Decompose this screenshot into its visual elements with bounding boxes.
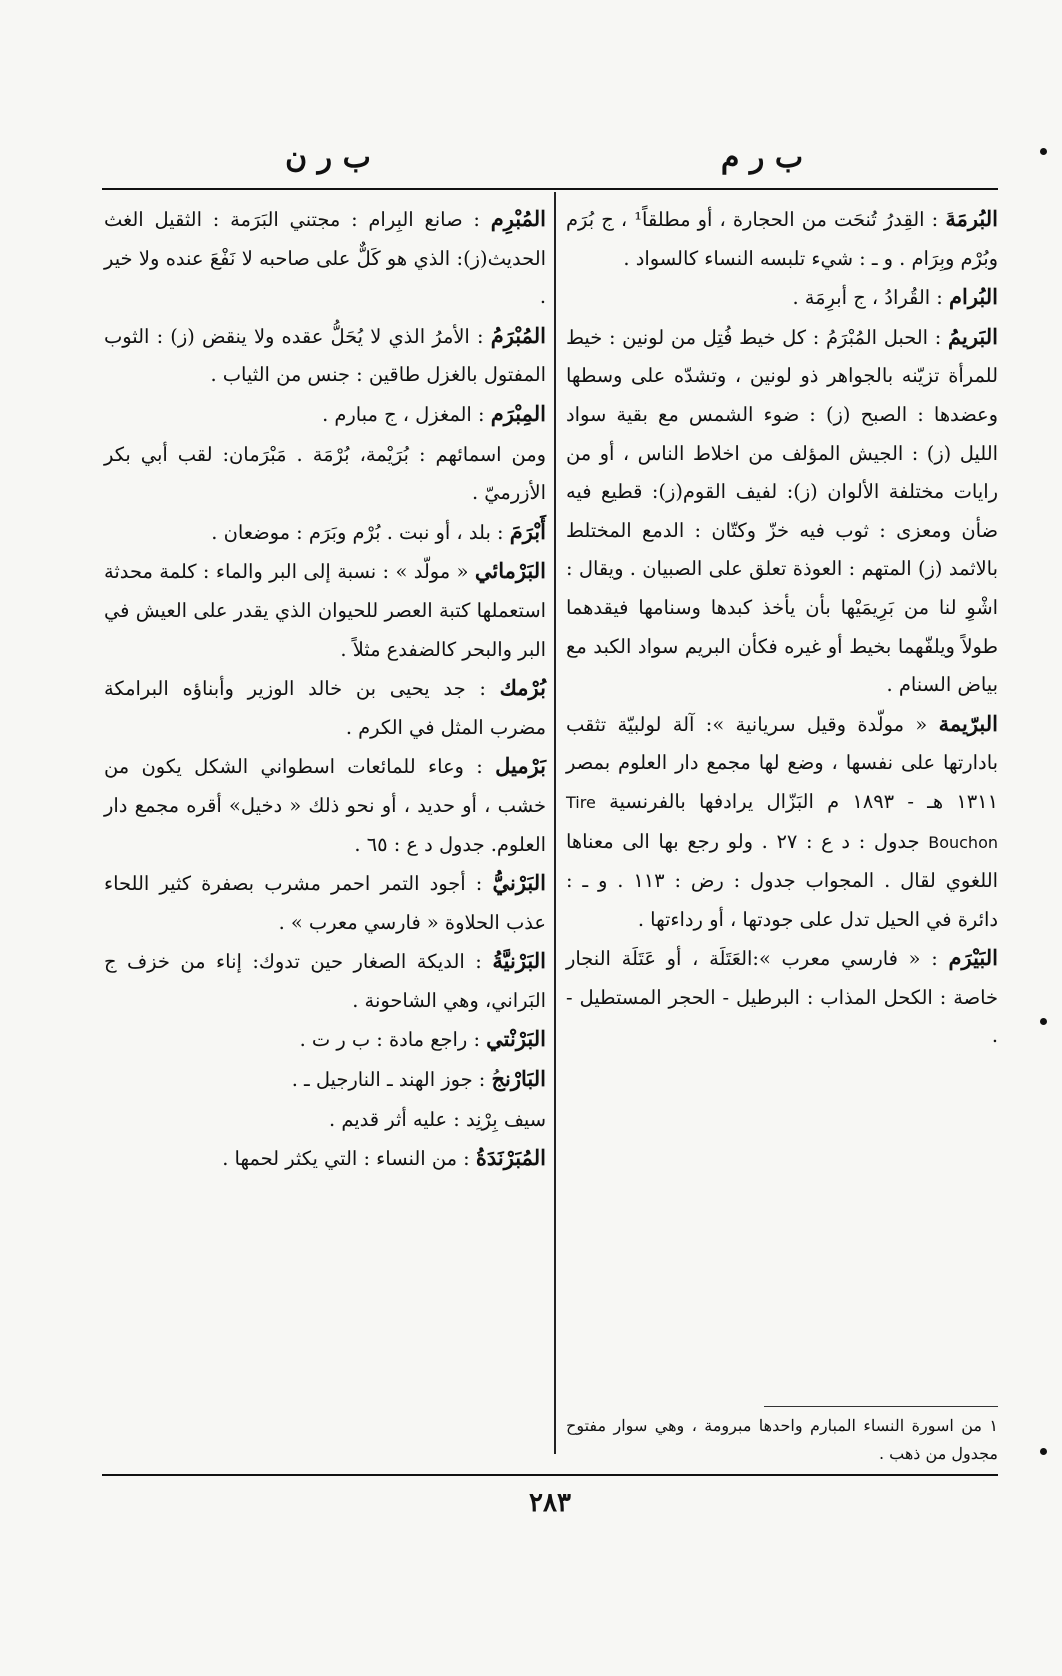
headword: البُرمَة xyxy=(945,206,998,231)
headword: البَارْنج xyxy=(491,1066,546,1092)
definition: : جد يحيى بن خالد الوزير وأبناؤه البرامكة مضرب المثل في الكرم . xyxy=(104,677,546,739)
headword: البَيْرَم xyxy=(948,945,998,971)
headword: البرّيمة xyxy=(938,710,998,736)
headword: البَرْنيَّةُ xyxy=(492,948,546,974)
entry xyxy=(104,864,546,942)
left-column xyxy=(104,200,546,1179)
definition: : الحبل المُبْرَمُ : كل خيط فُتِل من لونين : خيط للمرأة تزيّنه بالجواهر ذو لونين ، وتشدّه على وسطها وعضدها : الصبح (ز) : ضوء الشمس مع بقية سواد الليل (ز) : الجيش المؤلف من اخلاط الناس ، أو من رايات مختلفة الألوان (ز): لفيف القوم(ز): قطيع فيه ضأن ومعزى : ثوب فيه خزّ وكتّان : الدمع المختلط بالاثمد (ز) المتهم : العوذة تعلق على الصبيان . ويقال : اشْوِ لنا من بَرِيمَيْها بأن يأخذ كبدها وسنامها فيقدهما طولاً ويلفّهما بخيط أو غيره فكأن البريم سواد الكبد مع بياض السنام . xyxy=(566,325,998,697)
left-column-header: ب ر ن xyxy=(285,140,371,175)
scan-mark xyxy=(1040,148,1047,155)
column-divider xyxy=(554,192,556,1454)
entry xyxy=(104,200,546,317)
definition: : وعاء للمائعات اسطواني الشكل يكون من خشب ، أو حديد ، أو نحو ذلك « دخيل» أقره مجمع دار العلوم. جدول د ع : ٦٥ . xyxy=(104,755,546,856)
footnote: ١ من اسورة النساء المبارم واحدها مبرومة ، وهي سوار مفتوح مجدول من ذهب . xyxy=(566,1416,998,1463)
scan-mark xyxy=(1040,1018,1047,1025)
headword: البَريمُ xyxy=(948,323,998,349)
entry xyxy=(104,552,546,669)
headword: البَرْمائي xyxy=(474,558,546,584)
definition: : « فارسي معرب »:العَتَلَة ، أو عَتَلَة النجار خاصة : الكحل المذاب : البرطيل - الحجر المستطيل - . xyxy=(566,947,998,1048)
entry xyxy=(566,278,998,318)
definition: : المغزل ، ج مبارم . xyxy=(322,402,491,426)
definition-continued: جدول : د ع : ٢٧ . ولو رجع بها الى معناها اللغوي لقال . المجواب جدول : رض : ١١٣ . و ـ : دائرة في الحيل تدل على جودتها ، أو رداءتها . xyxy=(566,829,998,931)
entry xyxy=(104,669,546,747)
entry xyxy=(566,200,998,278)
definition: ومن اسمائهم : بُرَيْمة، بُرْمَة . مَبْرَمان: لقب أبي بكر الأزرميّ . xyxy=(104,442,546,505)
definition: : القُرادُ ، ج أبرِمَة . xyxy=(792,286,949,310)
entry xyxy=(104,317,546,395)
right-column xyxy=(566,200,998,1056)
headword: البَرْنْتي xyxy=(486,1026,546,1052)
latin-term: Tire Bouchon xyxy=(566,792,998,852)
entry xyxy=(104,1139,546,1179)
scan-mark xyxy=(1040,1448,1047,1455)
right-column-header: ب ر م xyxy=(720,140,804,175)
entry xyxy=(104,1100,546,1140)
definition: : راجع مادة : ب ر ت . xyxy=(299,1028,487,1052)
definition: سيف بِرْنِد : عليه أثر قديم . xyxy=(329,1107,546,1131)
footnote-rule xyxy=(764,1406,998,1407)
headword: بُرْمك xyxy=(499,675,546,701)
entry xyxy=(104,395,546,435)
entry xyxy=(104,513,546,553)
headword: المِبْرَم xyxy=(490,400,546,426)
definition: : صانع البِرام : مجتني البَرَمة : الثقيل الغث الحديث(ز): الذي هو كَلٌّ على صاحبه لا نَفْعَ عنده ولا خير . xyxy=(104,208,546,309)
headword: أَبْرَمَ xyxy=(509,518,546,544)
entry xyxy=(566,705,998,940)
entry xyxy=(104,1060,546,1100)
definition: َ : القِدرُ تُنحَت من الحجارة ، أو مطلقاً¹ ، ج بُرَم وبُرْم وبِرَام . و ـ : شيء تلبسه النساء كالسواد . xyxy=(566,208,998,270)
headword: البُرام xyxy=(949,284,998,310)
headword: المُبْرِم xyxy=(490,206,546,231)
entry xyxy=(104,435,546,513)
definition: : بلد ، أو نبت . بُرْم وبَرَم : موضعان . xyxy=(211,520,510,544)
top-rule xyxy=(102,188,998,190)
headword: المُبْرَمُ xyxy=(490,322,546,348)
definition: « مولّدة وقيل سريانية »: آلة لولبيّة تثقب بادارتها على نفسها ، وضع لها مجمع دار العلوم بمصر ١٣١١ هـ - ١٨٩٣ م البَزّال يرادفها بالفرنسية xyxy=(566,712,999,813)
bottom-rule xyxy=(102,1474,998,1476)
headword: بَرْميل xyxy=(495,753,546,779)
definition: ُ : جوز الهند ـ النارجيل ـ . xyxy=(291,1068,492,1092)
entry xyxy=(566,939,998,1056)
headword: البَرْنيُّ xyxy=(492,870,546,896)
definition: : الأمرُ الذي لا يُحَلُّ عقده ولا ينقض (ز) : الثوب المفتول بالغزل طاقين : جنس من الثياب . xyxy=(104,324,546,387)
entry xyxy=(104,1020,546,1060)
definition: : أجود التمر احمر مشرب بصفرة كثير اللحاء عذب الحلاوة « فارسي معرب » . xyxy=(104,872,546,934)
entry xyxy=(566,318,998,705)
entry xyxy=(104,942,546,1020)
entry xyxy=(104,747,546,864)
headword: المُبَرْنَدَةُ xyxy=(475,1145,546,1171)
definition: : الديكة الصغار حين تدوك: إناء من خزف ج البَراني، وهي الشاحونة . xyxy=(104,950,546,1012)
definition: « مولّد » : نسبة إلى البر والماء : كلمة محدثة استعملها كتبة العصر للحيوان الذي يقدر على العيش في البر والبحر كالضفدع مثلاً . xyxy=(104,560,546,661)
definition: : من النساء : التي يكثر لحمها . xyxy=(222,1147,476,1171)
page-number: ٢٨٣ xyxy=(529,1488,571,1518)
